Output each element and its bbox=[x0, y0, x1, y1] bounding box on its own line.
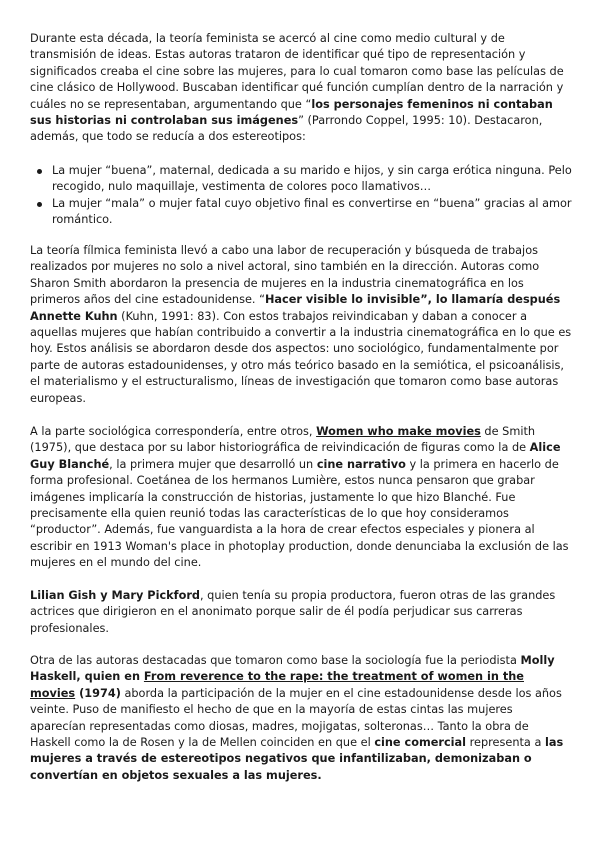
text-span: La teoría fílmica feminista llevó a cabo una labor de recuperación y búsqueda de trabajos realizados por mujeres no solo a nivel actoral, sino también en la dirección. Autoras como Sharon Smith abordaron la presencia de mujeres en la industria cinematográfica en los primeros años del cine estadounidense. “ bbox=[30, 244, 540, 307]
text-span: Durante esta década, la teoría feminista se acercó al cine como medio cultural y de transmisión de ideas. Estas autoras trataron de identificar qué tipo de representación y significados creaba el cine sobre las mujeres, para lo cual tomaron como base las películas de cine clásico de Hollywood. Buscaban identificar qué función cumplían dentro de la narración y cuáles no se representaban, argumentando que “ bbox=[30, 32, 564, 111]
bold-alice-guy-blache: Alice Guy Blanché bbox=[30, 441, 561, 471]
list-item-bad-woman: La mujer “mala” o mujer fatal cuyo objetivo final es convertirse en “buena” gracias al amor romántico. bbox=[30, 196, 572, 229]
stereotypes-list bbox=[30, 163, 572, 229]
paragraph-feminist-theory-decade bbox=[30, 31, 572, 146]
paragraph-molly-haskell bbox=[30, 653, 572, 784]
text-span: ” (Parrondo Coppel, 1995: 10). Destacaron, además, que todo se reducía a dos estereotipos: bbox=[30, 114, 543, 144]
bold-narrative-cinema: cine narrativo bbox=[316, 457, 406, 471]
text-span: Otra de las autoras destacadas que tomaron como base la sociología fue la periodista bbox=[30, 654, 521, 667]
text-span: y la primera en hacerlo de forma profesional. Coetánea de los hermanos Lumière, estos nunca pensaron que grabar imágenes implicaría la construcción de historias, justamente lo que hizo Blanché. Fue precisamente ella quien reunió todas las características de lo que hoy consideramos “productor”. Además, fue vanguardista a la hora de crear efectos especiales y pionera al escribir en 1913 Woman's place in photoplay production, donde denunciaba la exclusión de las mujeres en el mundo del cine. bbox=[30, 457, 569, 570]
text-span: (Kuhn, 1991: 83). Con estos trabajos reivindicaban y daban a conocer a aquellas mujeres que habían contribuido a convertir a la industria cinematográfica en lo que es hoy. Estos análisis se abordaron desde dos aspectos: uno sociológico, fundamentalmente por parte de autoras estadounidenses, y otro más teórico basado en la semiótica, el psicoanálisis, el materialismo y el estructuralismo, líneas de investigación que tomaron como base autoras europeas. bbox=[30, 309, 572, 405]
text-span: , la primera mujer que desarrolló un bbox=[109, 457, 317, 471]
bold-quote-kuhn: Hacer visible lo invisible”, lo llamaría después Annette Kuhn bbox=[30, 293, 561, 323]
text-span: de Smith (1975), que destaca por su labor historiográfica de reivindicación de figuras como la de bbox=[30, 425, 536, 455]
bold-quote-female-characters: los personajes femeninos ni contaban sus historias ni controlaban sus imágenes bbox=[30, 97, 553, 128]
bold-year-1974: (1974) bbox=[75, 686, 121, 700]
paragraph-gish-pickford bbox=[30, 588, 572, 637]
bold-negative-stereotypes: las mujeres a través de estereotipos negativos que infantilizaban, demonizaban o convertían en objetos sexuales a las mujeres. bbox=[30, 736, 564, 782]
text-span: representa a bbox=[466, 736, 545, 750]
bold-gish-pickford: Lilian Gish y Mary Pickford bbox=[30, 589, 200, 602]
link-from-reverence-to-rape[interactable]: From reverence to the rape: the treatment of women in the movies bbox=[30, 670, 524, 700]
paragraph-film-theory-recovery bbox=[30, 243, 572, 407]
bold-commercial-cinema: cine comercial bbox=[374, 736, 467, 750]
link-women-who-make-movies[interactable]: Women who make movies bbox=[316, 425, 481, 438]
list-item-good-woman: La mujer “buena”, maternal, dedicada a su marido e hijos, y sin carga erótica ninguna. Pelo recogido, nulo maquillaje, vestimenta de colores poco llamativos… bbox=[30, 163, 572, 196]
paragraph-sociological-smith bbox=[30, 424, 572, 572]
text-span: , quien tenía su propia productora, fueron otras de las grandes actrices que dirigieron en el anonimato porque salir de él podía perjudicar sus carreras profesionales. bbox=[30, 589, 556, 635]
text-span: A la parte sociológica correspondería, entre otros, bbox=[30, 425, 317, 438]
bold-molly-haskell: Molly Haskell, quien en bbox=[30, 654, 555, 684]
text-span: aborda la participación de la mujer en el cine estadounidense desde los años veinte. Puso de manifiesto el hecho de que en la mayoría de estas cintas las mujeres aparecían representadas como diosas, madres, mojigatas, solteronas… Tanto la obra de Haskell como la de Rosen y la de Mellen coinciden en que el bbox=[30, 686, 562, 750]
